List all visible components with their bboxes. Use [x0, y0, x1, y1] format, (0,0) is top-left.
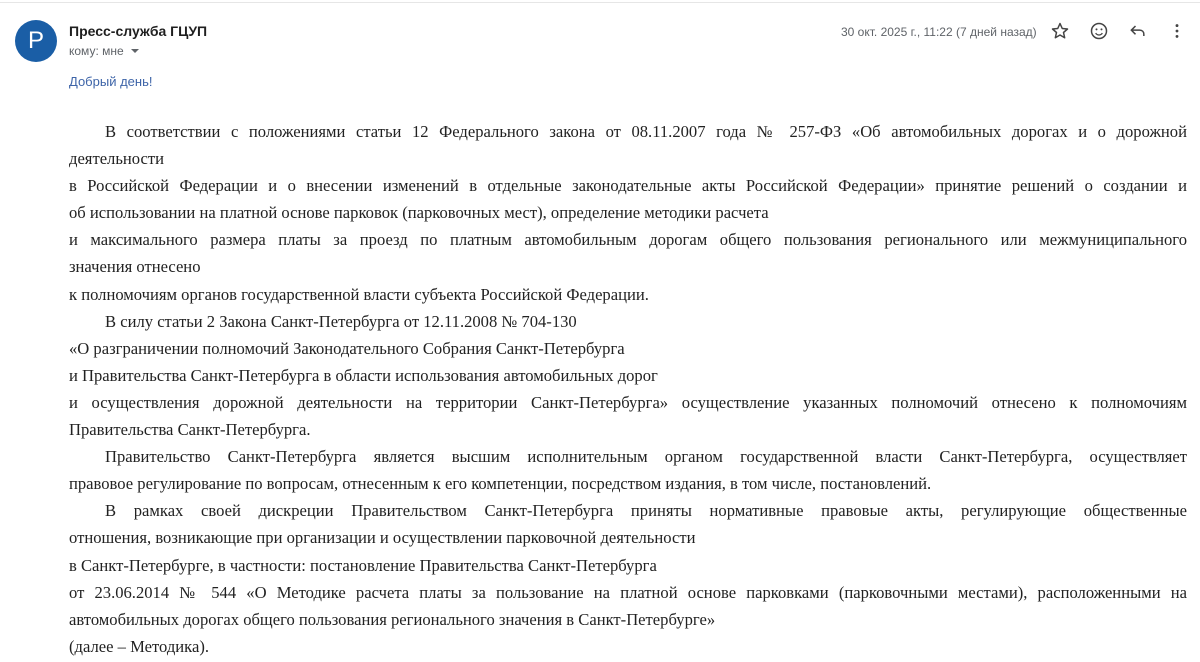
avatar-letter: P [27, 27, 44, 54]
body-line: и максимального размера платы за проезд по платным автомобильным дорогам общего пользования регионального или межмуниципального [69, 230, 1187, 250]
body-line: правовое регулирование по вопросам, отнесенным к его компетенции, посредством издания, в том числе, постановлений. [69, 474, 932, 494]
greeting: Добрый день! [69, 74, 153, 89]
body-line: (далее – Методика). [69, 636, 210, 656]
sender-name[interactable]: Пресс-служба ГЦУП [69, 23, 208, 39]
avatar[interactable] [15, 20, 57, 62]
body-line: В силу статьи 2 Закона Санкт-Петербурга от 12.11.2008 № 704-130 [105, 311, 577, 331]
star-icon[interactable] [1049, 20, 1071, 42]
body-line: в Российской Федерации и о внесении изменений в отдельные законодательные акты Российской Федерации» принятие решений о создании и [69, 176, 1187, 196]
chevron-down-icon [131, 49, 139, 53]
body-line: «О разграничении полномочий Законодательного Собрания Санкт-Петербурга [69, 338, 625, 358]
body-line: отношения, возникающие при организации и осуществлении парковочной деятельности [69, 528, 696, 548]
body-line: В рамках своей дискреции Правительством Санкт-Петербурга приняты нормативные правовые акты, регулирующие общественные [105, 501, 1187, 521]
body-line: В соответствии с положениями статьи 12 Федерального закона от 08.11.2007 года № 257-ФЗ «Об автомобильных дорогах и о дорожной [105, 122, 1187, 141]
body-line: и осуществления дорожной деятельности на территории Санкт-Петербурга» осуществление указанных полномочий отнесено к полномочиям [69, 392, 1187, 412]
body-line: об использовании на платной основе парковок (парковочных мест), определение методики расчета [69, 203, 769, 223]
reply-icon[interactable] [1127, 20, 1149, 42]
message-date: 30 окт. 2025 г., 11:22 (7 дней назад) [841, 25, 1037, 39]
body-line: деятельности [69, 149, 164, 169]
recipient-label: кому: мне [69, 44, 124, 58]
emoji-reaction-icon[interactable] [1088, 20, 1110, 42]
recipient-toggle[interactable] [69, 44, 139, 58]
more-options-icon[interactable] [1166, 20, 1188, 42]
body-line: значения отнесено [69, 257, 201, 277]
body-line: автомобильных дорогах общего пользования регионального значения в Санкт-Петербурге» [69, 609, 716, 629]
body-line: Правительства Санкт-Петербурга. [69, 420, 311, 440]
body-line: к полномочиям органов государственной власти субъекта Российской Федерации. [69, 284, 649, 304]
body-line: Правительство Санкт-Петербурга является высшим исполнительным органом государственной власти Санкт-Петербурга, осуществляет [105, 447, 1187, 467]
divider [0, 2, 1200, 3]
body-line: от 23.06.2014 № 544 «О Методике расчета платы за пользование на платной основе парковками (парковочными местами), расположенными на [69, 582, 1187, 602]
message-body [69, 118, 1187, 660]
body-line: в Санкт-Петербурге, в частности: постановление Правительства Санкт-Петербурга [69, 555, 657, 575]
body-line: и Правительства Санкт-Петербурга в области использования автомобильных дорог [69, 365, 658, 385]
